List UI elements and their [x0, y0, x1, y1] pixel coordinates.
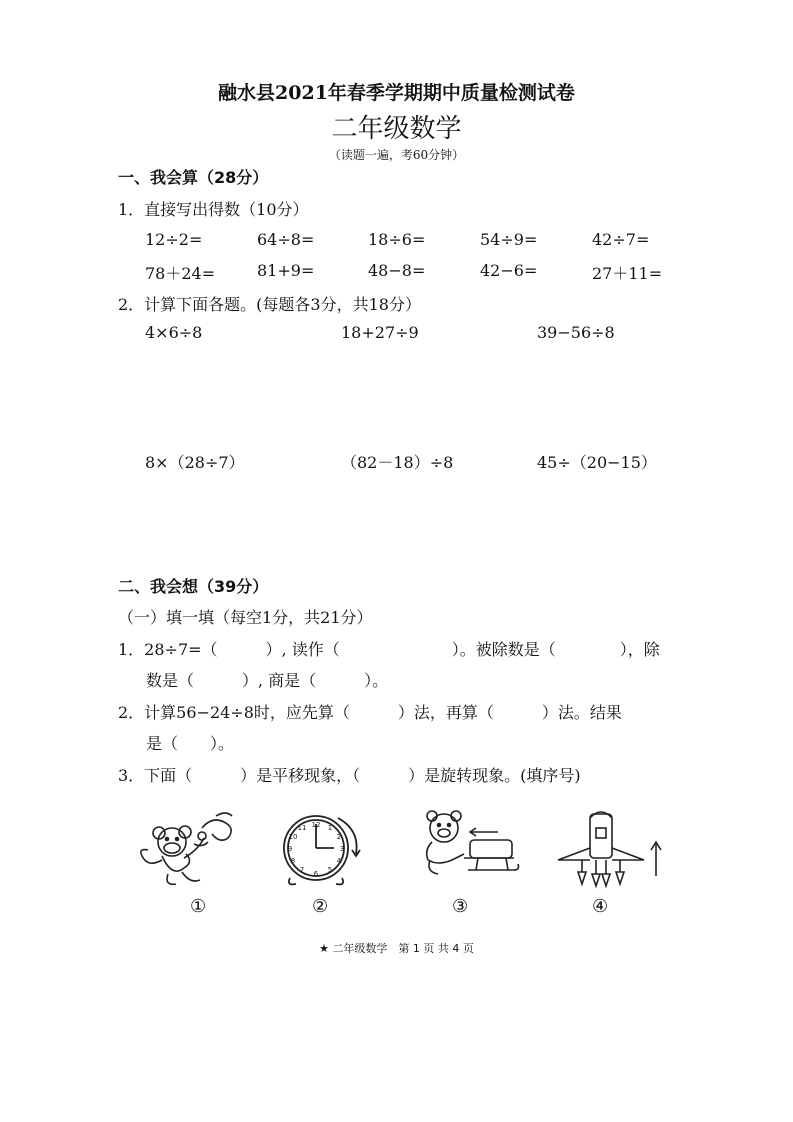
calc-item: （82－18）÷8 — [341, 453, 454, 472]
figure-caption: ① — [190, 896, 207, 917]
section2-part1-label: （一）填一填（每空1分，共21分） — [118, 608, 373, 627]
figure-caption: ③ — [452, 896, 469, 917]
svg-text:11: 11 — [297, 824, 307, 832]
section2-q1-line2: 数是（ ）, 商是（ ）。 — [146, 671, 389, 690]
exam-subject: 二年级数学 — [331, 114, 462, 144]
calc-item: 39−56÷8 — [537, 323, 615, 342]
svg-text:3: 3 — [339, 845, 345, 853]
calc-item: 18+27÷9 — [341, 323, 419, 342]
calc-item: 54÷9= — [480, 230, 538, 249]
svg-text:10: 10 — [288, 833, 298, 841]
calc-item: 18÷6= — [368, 230, 426, 249]
calc-item: 42−6= — [480, 261, 538, 280]
section2-heading: 二、我会想（39分） — [118, 577, 269, 596]
alarm-clock-icon — [276, 810, 366, 890]
section1-q1-label: 1．直接写出得数（10分） — [118, 200, 309, 219]
calc-item: 48−8= — [368, 261, 426, 280]
section2-q2-line2: 是（ ）。 — [146, 734, 235, 753]
svg-text:9: 9 — [287, 845, 293, 853]
svg-text:2: 2 — [336, 833, 342, 841]
calc-item: 42÷7= — [592, 230, 650, 249]
svg-text:7: 7 — [299, 866, 305, 874]
calc-item: 4×6÷8 — [145, 323, 203, 342]
figure-caption: ④ — [592, 896, 609, 917]
svg-text:5: 5 — [327, 866, 333, 874]
page-footer: ★ 二年级数学 第 1 页 共 4 页 — [319, 942, 474, 955]
section2-q2-line1: 2．计算56−24÷8时，应先算（ ）法，再算（ ）法。结果 — [118, 703, 622, 722]
calc-item: 27＋11= — [592, 264, 663, 283]
exam-title: 融水县2021年春季学期期中质量检测试卷 — [218, 82, 575, 104]
calc-item: 78＋24= — [145, 264, 216, 283]
svg-text:6: 6 — [313, 870, 319, 878]
calc-item: 45÷（20−15） — [537, 453, 657, 472]
svg-text:12: 12 — [311, 821, 321, 829]
figure-caption: ② — [312, 896, 329, 917]
svg-text:8: 8 — [290, 857, 296, 865]
svg-text:4: 4 — [336, 857, 342, 865]
calc-item: 12÷2= — [145, 230, 203, 249]
rocket-icon — [552, 804, 670, 894]
exam-note: （读题一遍，考60分钟） — [328, 148, 465, 162]
section1-q2-label: 2．计算下面各题。(每题各3分，共18分） — [118, 295, 421, 314]
section1-heading: 一、我会算（28分） — [118, 168, 269, 187]
svg-text:1: 1 — [327, 824, 333, 832]
monkey-juggling-icon — [132, 808, 248, 892]
calc-item: 64÷8= — [257, 230, 315, 249]
section2-q1-line1: 1．28÷7=（ ）, 读作（ ）。被除数是（ ），除 — [118, 640, 660, 659]
bear-pushing-sled-icon — [414, 808, 522, 892]
calc-item: 81+9= — [257, 261, 315, 280]
calc-item: 8×（28÷7） — [145, 453, 245, 472]
section2-q3: 3．下面（ ）是平移现象，（ ）是旋转现象。(填序号) — [118, 766, 581, 785]
